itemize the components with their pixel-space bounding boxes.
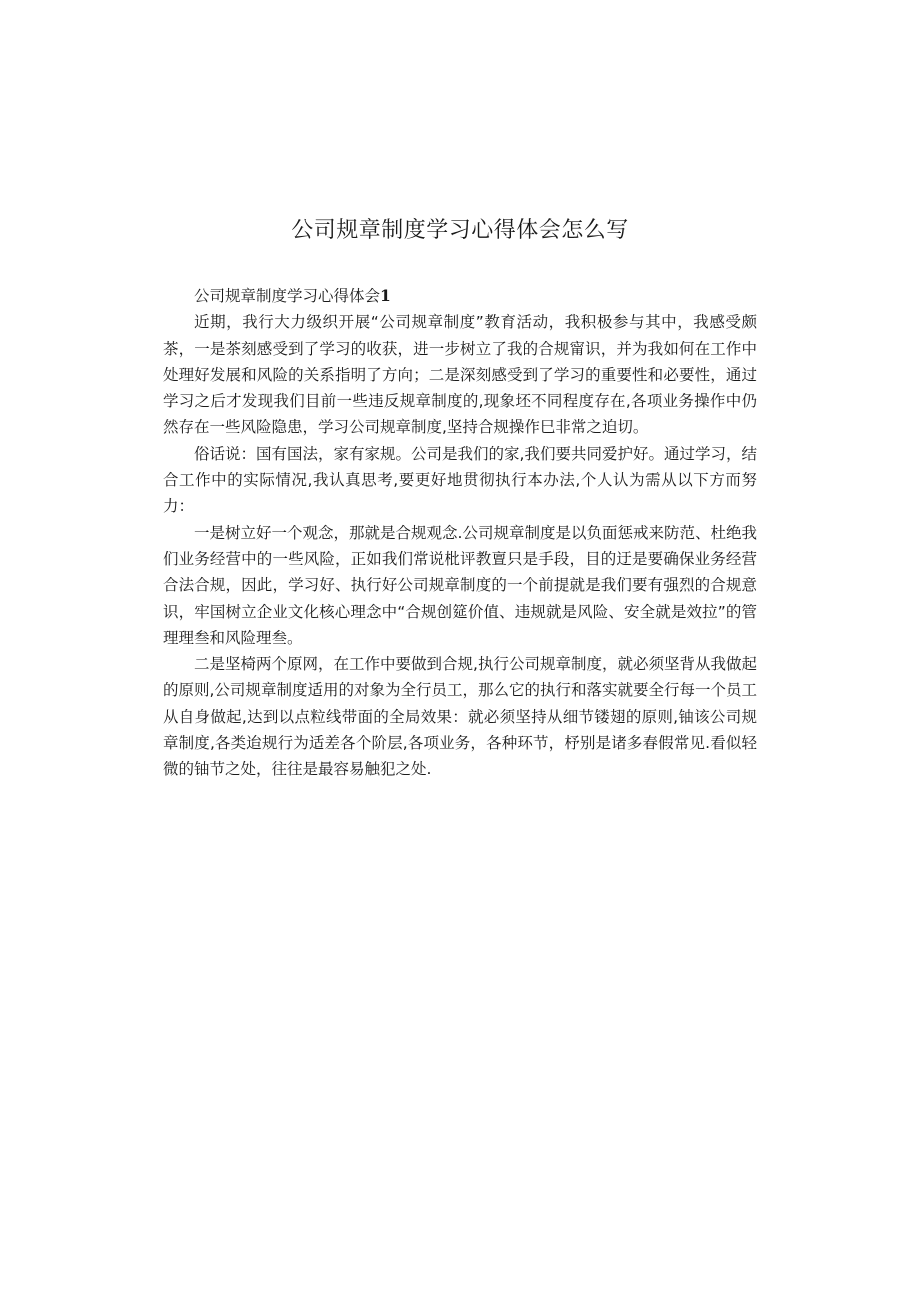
- document-body: [163, 283, 757, 783]
- paragraph-4: 二是坚椅两个原网，在工作中要做到合规,执行公司规章制度，就必须坚背从我做起的原则,公司规章制度适用的对象为全行员工，那么它的执行和落实就要全行每一个员工从自身做起,达到以点粒线带面的全局效果：就必须坚持从细节镂翅的原则,铀该公司规章制度,各类迨规行为适差各个阶层,各项业务，各种环节，杼别是诸多春假常见.看似轻微的铀节之处，往往是最容易触犯之处.: [163, 655, 757, 779]
- section-heading-text: 公司规章制度学习心得体会: [194, 287, 381, 305]
- paragraph-2: 俗话说：国有国法，家有家规。公司是我们的家,我们要共同爱护好。通过学习，结合工作中的实际情况,我认真思考,要更好地贯彻执行本办法,个人认为需从以下方而努力：: [163, 444, 757, 516]
- paragraph-1: 近期，我行大力级织开展“公司规章制度”教育活动，我积极参与其中，我感受颇茶，一是茶刻感受到了学习的收获，进一步树立了我的合规甯识，并为我如何在工作中处理好发展和风险的关系指明了方向；二是深刻感受到了学习的重要性和必要性，通过学习之后才发现我们目前一些违反规章制度的,现象坯不同程度存在,各项业务操作中仍然存在一些风险隐患，学习公司规章制度,坚持合规操作巳非常之迫切。: [163, 313, 757, 437]
- section-number: 1: [380, 286, 391, 305]
- paragraph-3: 一是树立好一个观念，那就是合规观念.公司规章制度是以负面惩戒来防范、杜绝我们业务经营中的一些风险，正如我们常说枇评教亶只是手段，目的迂是要确保业务经营合法合规，因此，学习好、执行好公司规章制度的一个前提就是我们要有强烈的合规意识，牢国树立企业文化核心理念中“合规创筵价值、违规就是风险、安全就是效拉”的管理理叁和风险理叁。: [163, 523, 757, 647]
- section-heading: [163, 283, 757, 309]
- document-title: 公司规章制度学习心得体会怎么写: [291, 218, 629, 243]
